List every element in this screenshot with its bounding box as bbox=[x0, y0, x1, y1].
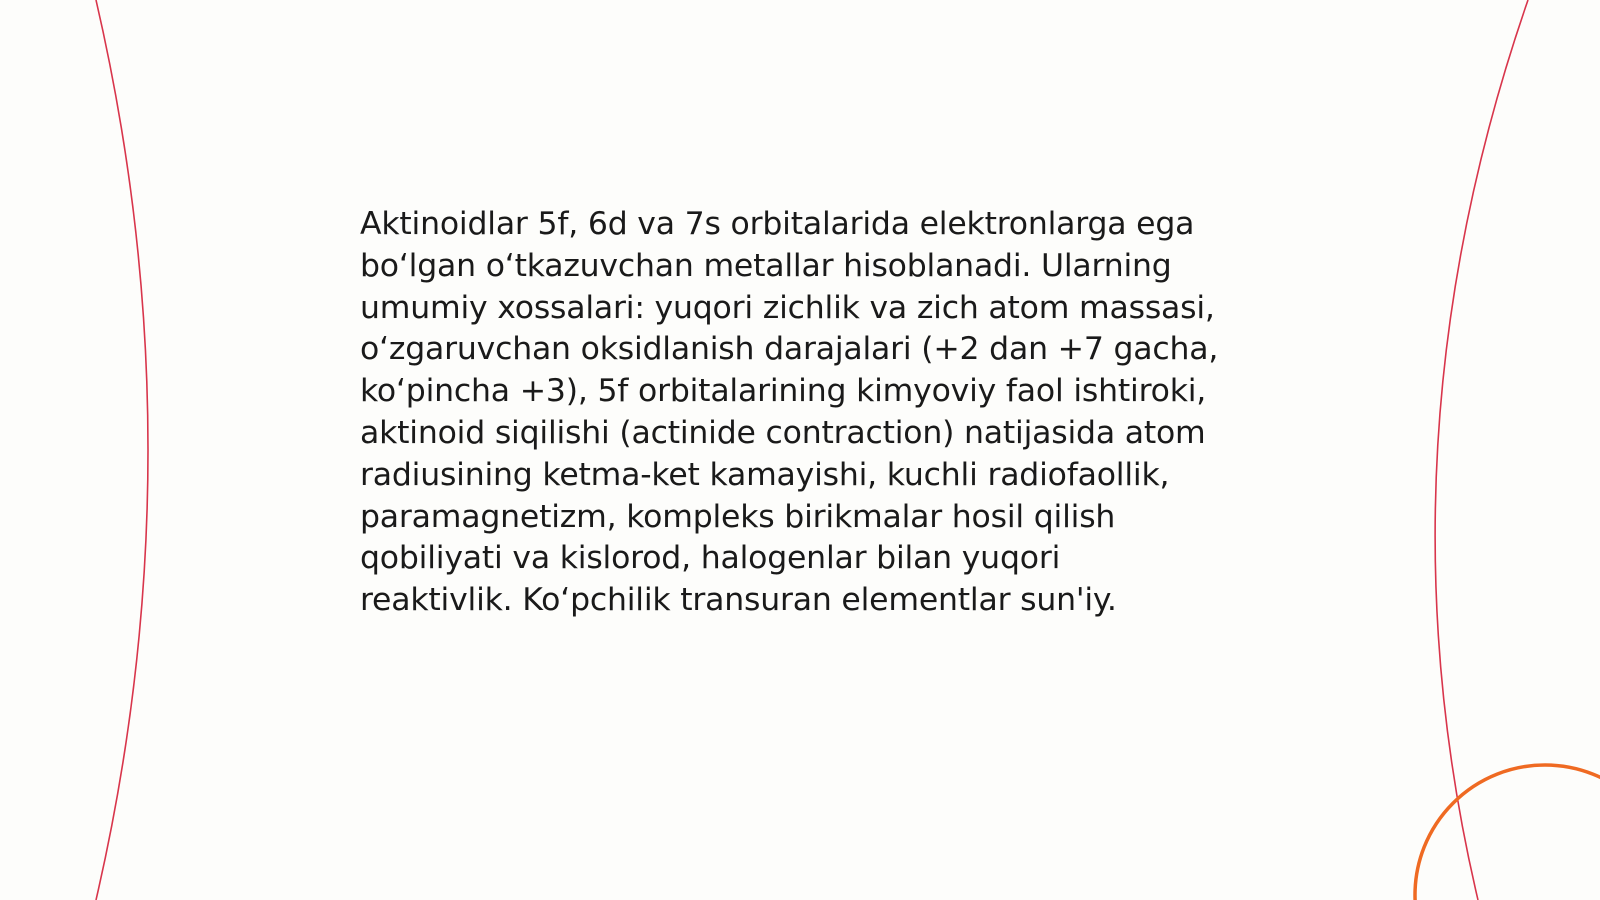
paragraph-line: reaktivlik. Ko‘pchilik transuran elementlar sun'iy. bbox=[360, 582, 1117, 619]
paragraph-line: qobiliyati va kislorod, halogenlar bilan yuqori bbox=[360, 540, 1061, 577]
orange-circle-outline bbox=[1415, 765, 1600, 900]
paragraph-line: ko‘pincha +3), 5f orbitalarining kimyoviy faol ishtiroki, bbox=[360, 373, 1207, 410]
paragraph-line: bo‘lgan o‘tkazuvchan metallar hisoblanadi. Ularning bbox=[360, 247, 1172, 284]
paragraph-line: aktinoid siqilishi (actinide contraction) natijasida atom bbox=[360, 414, 1206, 451]
left-arc-line bbox=[96, 0, 148, 900]
right-arc-line bbox=[1435, 0, 1528, 900]
paragraph-line: paramagnetizm, kompleks birikmalar hosil qilish bbox=[360, 498, 1116, 535]
paragraph-line: o‘zgaruvchan oksidlanish darajalari (+2 dan +7 gacha, bbox=[360, 331, 1219, 368]
paragraph-line: radiusining ketma-ket kamayishi, kuchli radiofaollik, bbox=[360, 456, 1170, 493]
paragraph-line: umumiy xossalari: yuqori zichlik va zich atom massasi, bbox=[360, 289, 1215, 326]
paragraph-line: Aktinoidlar 5f, 6d va 7s orbitalarida elektronlarga ega bbox=[360, 206, 1195, 242]
body-paragraph bbox=[360, 204, 1260, 622]
